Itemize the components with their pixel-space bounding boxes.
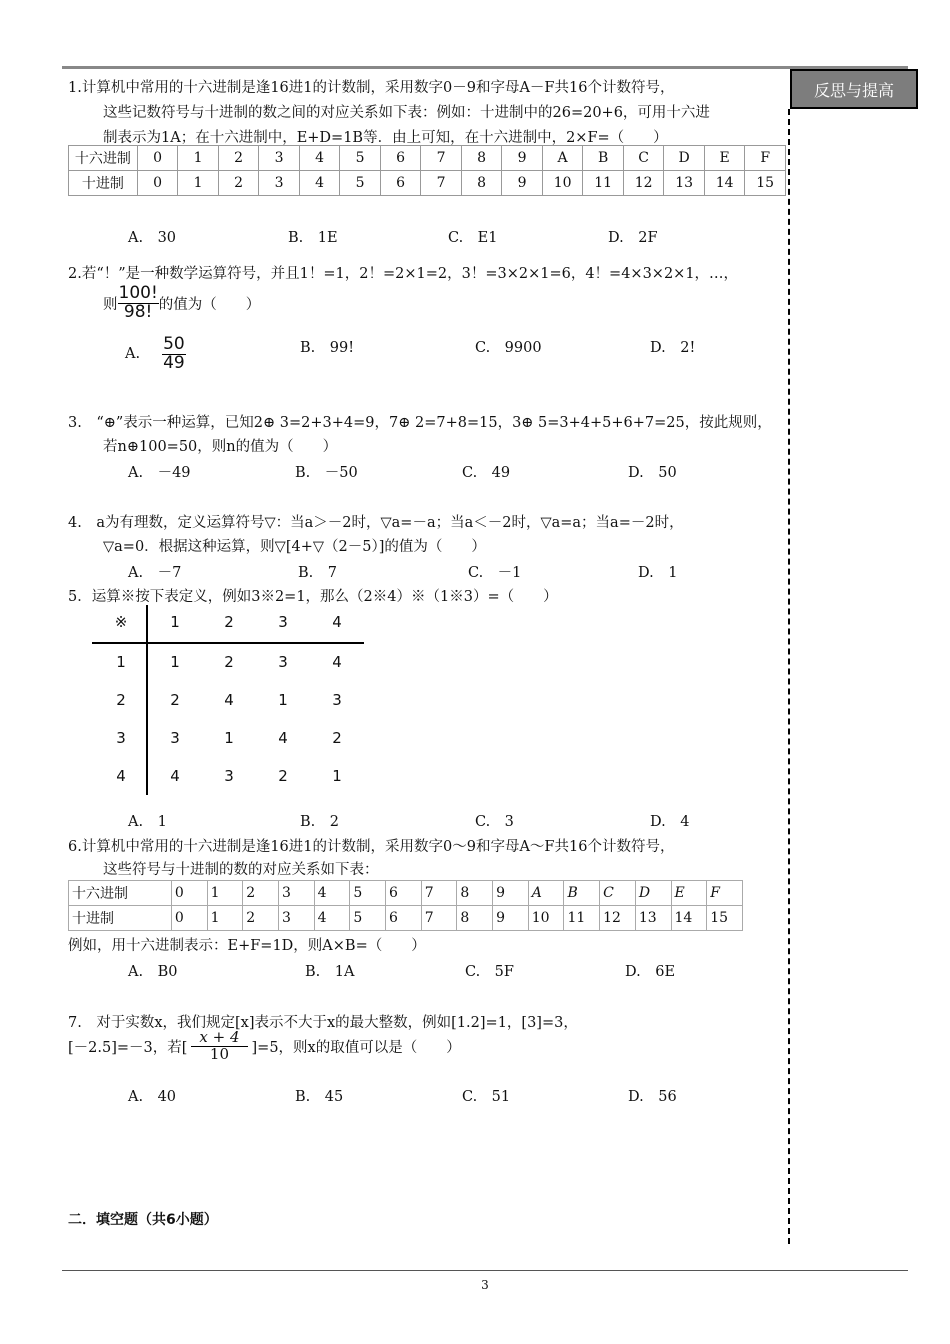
table-cell: A xyxy=(542,146,583,171)
table-cell: 1 xyxy=(224,729,234,747)
table-cell: 1 xyxy=(278,691,288,709)
q2-frac-numerator: 100! xyxy=(118,283,158,303)
table-cell: E xyxy=(704,146,745,171)
q6-line2: 这些符号与十进制的数的对应关系如下表： xyxy=(103,862,379,878)
table-cell: 2 xyxy=(243,906,279,931)
table-cell: 3 xyxy=(170,729,180,747)
table-cell: 7 xyxy=(421,906,457,931)
table-cell: 8 xyxy=(461,171,502,196)
sidebar-divider xyxy=(788,109,790,1244)
q3-option-a[interactable]: A. －49 xyxy=(128,465,191,481)
table-cell: 2 xyxy=(243,881,279,906)
table-cell: 十六进制 xyxy=(69,881,172,906)
table-cell: 12 xyxy=(600,906,636,931)
table-cell: 十进制 xyxy=(69,171,138,196)
q2-prefix: 则 xyxy=(103,296,118,313)
q7-suffix: ]=5，则x的取值可以是（ ） xyxy=(251,1039,461,1056)
q5-line1: 5．运算※按下表定义，例如3※2=1，那么（2※4）※（1※3）=（ ） xyxy=(68,589,558,605)
table-cell: 9 xyxy=(502,171,543,196)
q1-line3: 制表示为1A；在十六进制中，E+D=1B等．由上可知，在十六进制中，2×F=（ ） xyxy=(103,130,668,146)
table-cell: 3 xyxy=(224,767,234,785)
table-cell: ※ xyxy=(114,613,128,631)
q7-line1: 7. 对于实数x，我们规定[x]表示不大于x的最大整数，例如[1.2]=1，[3]=3， xyxy=(68,1015,578,1031)
table-cell: 4 xyxy=(224,691,234,709)
table-cell: 5 xyxy=(340,146,381,171)
q2-line1: 2.若“！”是一种数学运算符号，并且1！=1，2！=2×1=2，3！=3×2×1=6，4！=4×3×2×1，…， xyxy=(68,266,739,282)
table-cell: 5 xyxy=(340,171,381,196)
table-cell: 6 xyxy=(380,171,421,196)
table-cell: 9 xyxy=(502,146,543,171)
q4-option-c[interactable]: C. －1 xyxy=(468,565,522,581)
q4-line2: ▽a=0．根据这种运算，则▽[4+▽（2－5）]的值为（ ） xyxy=(103,539,486,555)
table-cell: 12 xyxy=(623,171,664,196)
table-cell: 4 xyxy=(299,146,340,171)
q1-option-b[interactable]: B. 1E xyxy=(288,230,338,246)
section-2-heading: 二．填空题（共6小题） xyxy=(68,1212,218,1228)
table-cell: 1 xyxy=(170,653,180,671)
table-cell: 4 xyxy=(170,767,180,785)
table-cell: 2 xyxy=(218,146,259,171)
q3-line1: 3. “⊕”表示一种运算，已知2⊕ 3=2+3+4=9，7⊕ 2=7+8=15，3⊕ 5=3+4+5+6+7=25，按此规则， xyxy=(68,415,772,431)
table-cell: 1 xyxy=(207,906,243,931)
q6-option-b[interactable]: B. 1A xyxy=(305,964,355,980)
q2-suffix: 的值为（ ） xyxy=(158,296,261,313)
q7-option-b[interactable]: B. 45 xyxy=(295,1089,344,1105)
table-cell: 2 xyxy=(224,613,234,631)
table-cell: 4 xyxy=(116,767,126,785)
q6-option-d[interactable]: D. 6E xyxy=(625,964,676,980)
table-cell: 4 xyxy=(332,613,342,631)
q7-prefix: [－2.5]=－3，若[ xyxy=(68,1039,188,1056)
table-cell: 6 xyxy=(380,146,421,171)
table-cell: 3 xyxy=(278,906,314,931)
q4-line1: 4. a为有理数，定义运算符号▽：当a＞－2时，▽a=－a；当a＜－2时，▽a=a；当a=－2时， xyxy=(68,515,684,531)
table-cell: 8 xyxy=(457,881,493,906)
q4-option-b[interactable]: B. 7 xyxy=(298,565,337,581)
q3-option-b[interactable]: B. －50 xyxy=(295,465,358,481)
table-cell: 1 xyxy=(178,146,219,171)
table-cell: C xyxy=(600,881,636,906)
table-cell: 0 xyxy=(137,146,178,171)
q5-table-hline xyxy=(92,642,364,644)
table-cell: F xyxy=(745,146,786,171)
q1-line1: 1.计算机中常用的十六进制是逢16进1的计数制，采用数字0－9和字母A－F共16个计数符号， xyxy=(68,80,675,96)
q3-option-d[interactable]: D. 50 xyxy=(628,465,677,481)
table-cell: 5 xyxy=(350,906,386,931)
table-cell: 2 xyxy=(332,729,342,747)
table-cell: B xyxy=(583,146,624,171)
table-cell: 6 xyxy=(386,881,422,906)
q7-frac-denominator: 10 xyxy=(209,1044,229,1063)
table-cell: 3 xyxy=(278,881,314,906)
bottom-rule xyxy=(62,1270,908,1271)
table-row xyxy=(69,906,743,931)
table-cell: 7 xyxy=(421,881,457,906)
table-cell: 0 xyxy=(171,881,207,906)
table-cell: 1 xyxy=(207,881,243,906)
q2-option-a-fraction xyxy=(162,336,186,373)
q5-option-b[interactable]: B. 2 xyxy=(300,814,339,830)
q7-frac-numerator: x + 4 xyxy=(191,1030,247,1047)
table-cell: 5 xyxy=(350,881,386,906)
table-cell: 1 xyxy=(116,653,126,671)
q2-option-a[interactable] xyxy=(125,336,186,373)
table-cell: 13 xyxy=(635,906,671,931)
q7-option-c[interactable]: C. 51 xyxy=(462,1089,511,1105)
table-cell: 0 xyxy=(137,171,178,196)
q1-option-a[interactable]: A. 30 xyxy=(128,230,177,246)
table-cell: 1 xyxy=(332,767,342,785)
table-cell: 3 xyxy=(116,729,126,747)
q6-option-a[interactable]: A. B0 xyxy=(128,964,178,980)
table-cell: 14 xyxy=(671,906,707,931)
q1-option-c[interactable]: C. E1 xyxy=(448,230,498,246)
q5-operation-table xyxy=(92,605,364,795)
q3-option-c[interactable]: C. 49 xyxy=(462,465,511,481)
q1-hex-table xyxy=(68,145,786,196)
table-cell: 9 xyxy=(493,906,529,931)
table-cell: 十六进制 xyxy=(69,146,138,171)
table-cell: 15 xyxy=(707,906,743,931)
table-cell: 4 xyxy=(314,881,350,906)
q4-option-d[interactable]: D. 1 xyxy=(638,565,678,581)
table-cell: 3 xyxy=(332,691,342,709)
page-number: 3 xyxy=(481,1278,489,1292)
table-cell: 13 xyxy=(664,171,705,196)
q2-option-a-numerator: 50 xyxy=(163,334,185,354)
q2-option-b[interactable]: B. 99! xyxy=(300,340,355,356)
q2-frac-denominator: 98! xyxy=(123,301,153,322)
q2-option-a-label: A. xyxy=(125,346,141,363)
table-cell: 2 xyxy=(224,653,234,671)
q6-option-c[interactable]: C. 5F xyxy=(465,964,514,980)
q7-line2 xyxy=(68,1030,461,1063)
q3-line2: 若n⊕100=50，则n的值为（ ） xyxy=(103,439,338,455)
table-cell: B xyxy=(564,881,600,906)
q2-option-c[interactable]: C. 9900 xyxy=(475,340,542,356)
q2-option-d[interactable]: D. 2! xyxy=(650,340,696,356)
table-row xyxy=(69,146,786,171)
q7-option-a[interactable]: A. 40 xyxy=(128,1089,177,1105)
q6-example: 例如，用十六进制表示：E+F=1D，则A×B=（ ） xyxy=(68,938,426,954)
table-cell: A xyxy=(528,881,564,906)
table-cell: 4 xyxy=(278,729,288,747)
q6-line1: 6.计算机中常用的十六进制是逢16进1的计数制，采用数字0～9和字母A～F共16个计数符号， xyxy=(68,839,675,855)
q4-option-a[interactable]: A. －7 xyxy=(128,565,182,581)
table-cell: D xyxy=(664,146,705,171)
table-row xyxy=(69,171,786,196)
table-cell: 3 xyxy=(278,613,288,631)
table-cell: 8 xyxy=(461,146,502,171)
table-cell: 4 xyxy=(314,906,350,931)
table-cell: D xyxy=(635,881,671,906)
table-cell: 7 xyxy=(421,146,462,171)
q1-option-d[interactable]: D. 2F xyxy=(608,230,658,246)
q7-option-d[interactable]: D. 56 xyxy=(628,1089,677,1105)
q5-table-vline xyxy=(146,605,148,795)
table-cell: 2 xyxy=(278,767,288,785)
table-cell: 2 xyxy=(170,691,180,709)
table-cell: 9 xyxy=(493,881,529,906)
q2-line2 xyxy=(103,285,260,322)
table-cell: 十进制 xyxy=(69,906,172,931)
table-cell: 2 xyxy=(218,171,259,196)
table-cell: 0 xyxy=(171,906,207,931)
q1-line2: 这些记数符号与十进制的数之间的对应关系如下表：例如：十进制中的26=20+6，可用十六进 xyxy=(103,105,710,121)
table-cell: 14 xyxy=(704,171,745,196)
table-row xyxy=(69,881,743,906)
table-cell: 4 xyxy=(299,171,340,196)
table-cell: 1 xyxy=(178,171,219,196)
top-rule xyxy=(62,66,908,69)
table-cell: 11 xyxy=(583,171,624,196)
table-cell: 11 xyxy=(564,906,600,931)
table-cell: E xyxy=(671,881,707,906)
table-cell: C xyxy=(623,146,664,171)
table-cell: 3 xyxy=(259,171,300,196)
table-cell: 7 xyxy=(421,171,462,196)
q2-fraction xyxy=(118,285,159,322)
table-cell: 6 xyxy=(386,906,422,931)
q5-option-d[interactable]: D. 4 xyxy=(650,814,690,830)
table-cell: F xyxy=(707,881,743,906)
q6-hex-table xyxy=(68,880,743,931)
table-cell: 3 xyxy=(278,653,288,671)
table-cell: 15 xyxy=(745,171,786,196)
table-cell: 8 xyxy=(457,906,493,931)
table-cell: 1 xyxy=(170,613,180,631)
table-cell: 3 xyxy=(259,146,300,171)
table-cell: 10 xyxy=(528,906,564,931)
table-cell: 10 xyxy=(542,171,583,196)
q2-option-a-denominator: 49 xyxy=(163,352,185,373)
table-cell: 2 xyxy=(116,691,126,709)
q5-option-a[interactable]: A. 1 xyxy=(128,814,167,830)
table-cell: 4 xyxy=(332,653,342,671)
q7-fraction xyxy=(191,1030,247,1063)
q5-option-c[interactable]: C. 3 xyxy=(475,814,514,830)
sidebar-title: 反思与提高 xyxy=(790,69,918,109)
